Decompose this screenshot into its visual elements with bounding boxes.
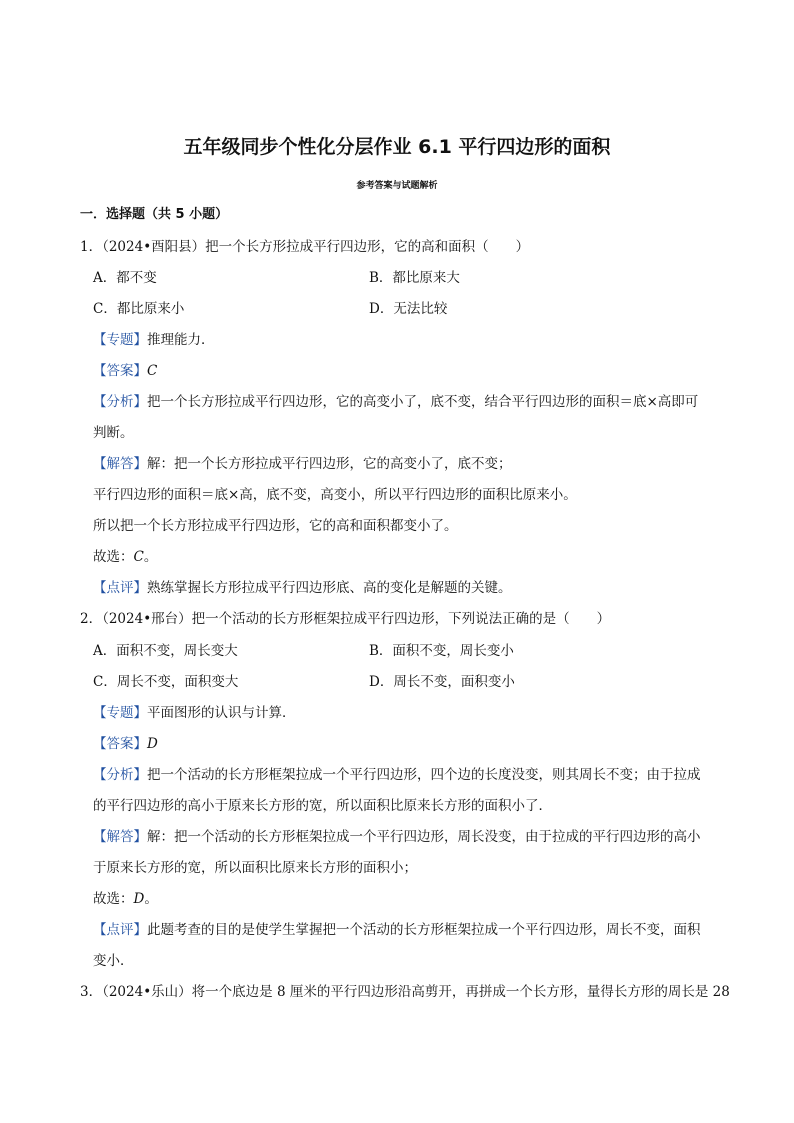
- choice-suffix: 。: [144, 891, 158, 907]
- solution-label: 【解答】: [93, 456, 147, 472]
- question-1-answer: [93, 362, 157, 380]
- question-1-option-a: A．都不变: [93, 270, 157, 286]
- question-1-solution-line-3: 所以把一个长方形拉成平行四边形，它的高和面积都变小了。: [93, 518, 458, 534]
- question-2-option-c: C．周长不变，面积变大: [93, 674, 239, 690]
- analysis-label: 【分析】: [93, 394, 147, 410]
- answer-text: C: [147, 363, 158, 379]
- question-1-option-b: B．都比原来大: [369, 270, 460, 286]
- question-2-comment-line-1: [93, 921, 701, 939]
- analysis-label: 【分析】: [93, 767, 147, 783]
- comment-text: 熟练掌握长方形拉成平行四边形底、高的变化是解题的关键。: [147, 580, 512, 596]
- comment-label: 【点评】: [93, 922, 147, 938]
- section-heading: 一．选择题（共 5 小题）: [80, 207, 229, 222]
- question-1-option-c: C．都比原来小: [93, 301, 185, 317]
- choice-prefix: 故选：: [93, 891, 134, 907]
- question-1-option-d: D．无法比较: [369, 301, 448, 317]
- analysis-text: 把一个长方形拉成平行四边形，它的高变小了，底不变，结合平行四边形的面积＝底×高即可: [147, 394, 699, 410]
- topic-text: 平面图形的认识与计算．: [147, 705, 296, 721]
- question-2-analysis-line-2: 的平行四边形的高小于原来长方形的宽，所以面积比原来长方形的面积小了．: [93, 798, 552, 814]
- answer-text: D: [147, 736, 158, 752]
- topic-label: 【专题】: [93, 332, 147, 348]
- question-1-stem: 1．（2024•酉阳县）把一个长方形拉成平行四边形，它的高和面积（ ）: [80, 239, 530, 255]
- question-1-solution-line-4: [93, 548, 157, 566]
- question-2-option-d: D．周长不变，面积变小: [369, 674, 515, 690]
- solution-label: 【解答】: [93, 829, 147, 845]
- question-1-analysis-line-2: 判断。: [93, 425, 134, 441]
- question-2-solution-line-2: 于原来长方形的宽，所以面积比原来长方形的面积小；: [93, 860, 417, 876]
- question-1-comment: [93, 579, 512, 597]
- question-1-solution-line-2: 平行四边形的面积＝底×高，底不变，高变小，所以平行四边形的面积比原来小。: [93, 487, 577, 503]
- question-2-analysis-line-1: [93, 766, 701, 784]
- document-subtitle: 参考答案与试题解析: [356, 181, 438, 191]
- comment-text: 此题考查的目的是使学生掌握把一个活动的长方形框架拉成一个平行四边形，周长不变，面积: [147, 922, 701, 938]
- solution-text: 解：把一个长方形拉成平行四边形，它的高变小了，底不变；: [147, 456, 512, 472]
- question-3-stem: 3．（2024•乐山）将一个底边是 8 厘米的平行四边形沿高剪开，再拼成一个长方形，量得长方形的周长是 28: [80, 984, 730, 1000]
- question-1-topic: [93, 331, 215, 349]
- choice-prefix: 故选：: [93, 549, 134, 565]
- answer-label: 【答案】: [93, 363, 147, 379]
- solution-text: 解：把一个活动的长方形框架拉成一个平行四边形，周长没变，由于拉成的平行四边形的高小: [147, 829, 701, 845]
- question-2-stem: 2．（2024•邢台）把一个活动的长方形框架拉成平行四边形，下列说法正确的是（ ）: [80, 611, 611, 627]
- choice-answer: C: [133, 549, 144, 565]
- document-title: 五年级同步个性化分层作业 6.1 平行四边形的面积: [183, 136, 611, 158]
- question-2-answer: [93, 735, 158, 753]
- answer-label: 【答案】: [93, 736, 147, 752]
- question-2-topic: [93, 704, 296, 722]
- topic-label: 【专题】: [93, 705, 147, 721]
- question-2-option-b: B．面积不变，周长变小: [369, 643, 514, 659]
- question-2-solution-line-3: [93, 890, 158, 908]
- question-1-solution-line-1: [93, 455, 512, 473]
- choice-answer: D: [133, 891, 145, 907]
- choice-suffix: 。: [143, 549, 158, 565]
- question-2-option-a: A．面积不变，周长变大: [93, 643, 238, 659]
- analysis-text: 把一个活动的长方形框架拉成一个平行四边形，四个边的长度没变，则其周长不变；由于拉成: [147, 767, 701, 783]
- question-2-comment-line-2: 变小．: [93, 953, 134, 969]
- question-2-solution-line-1: [93, 828, 701, 846]
- comment-label: 【点评】: [93, 580, 147, 596]
- topic-text: 推理能力．: [147, 332, 215, 348]
- question-1-analysis-line-1: [93, 393, 698, 411]
